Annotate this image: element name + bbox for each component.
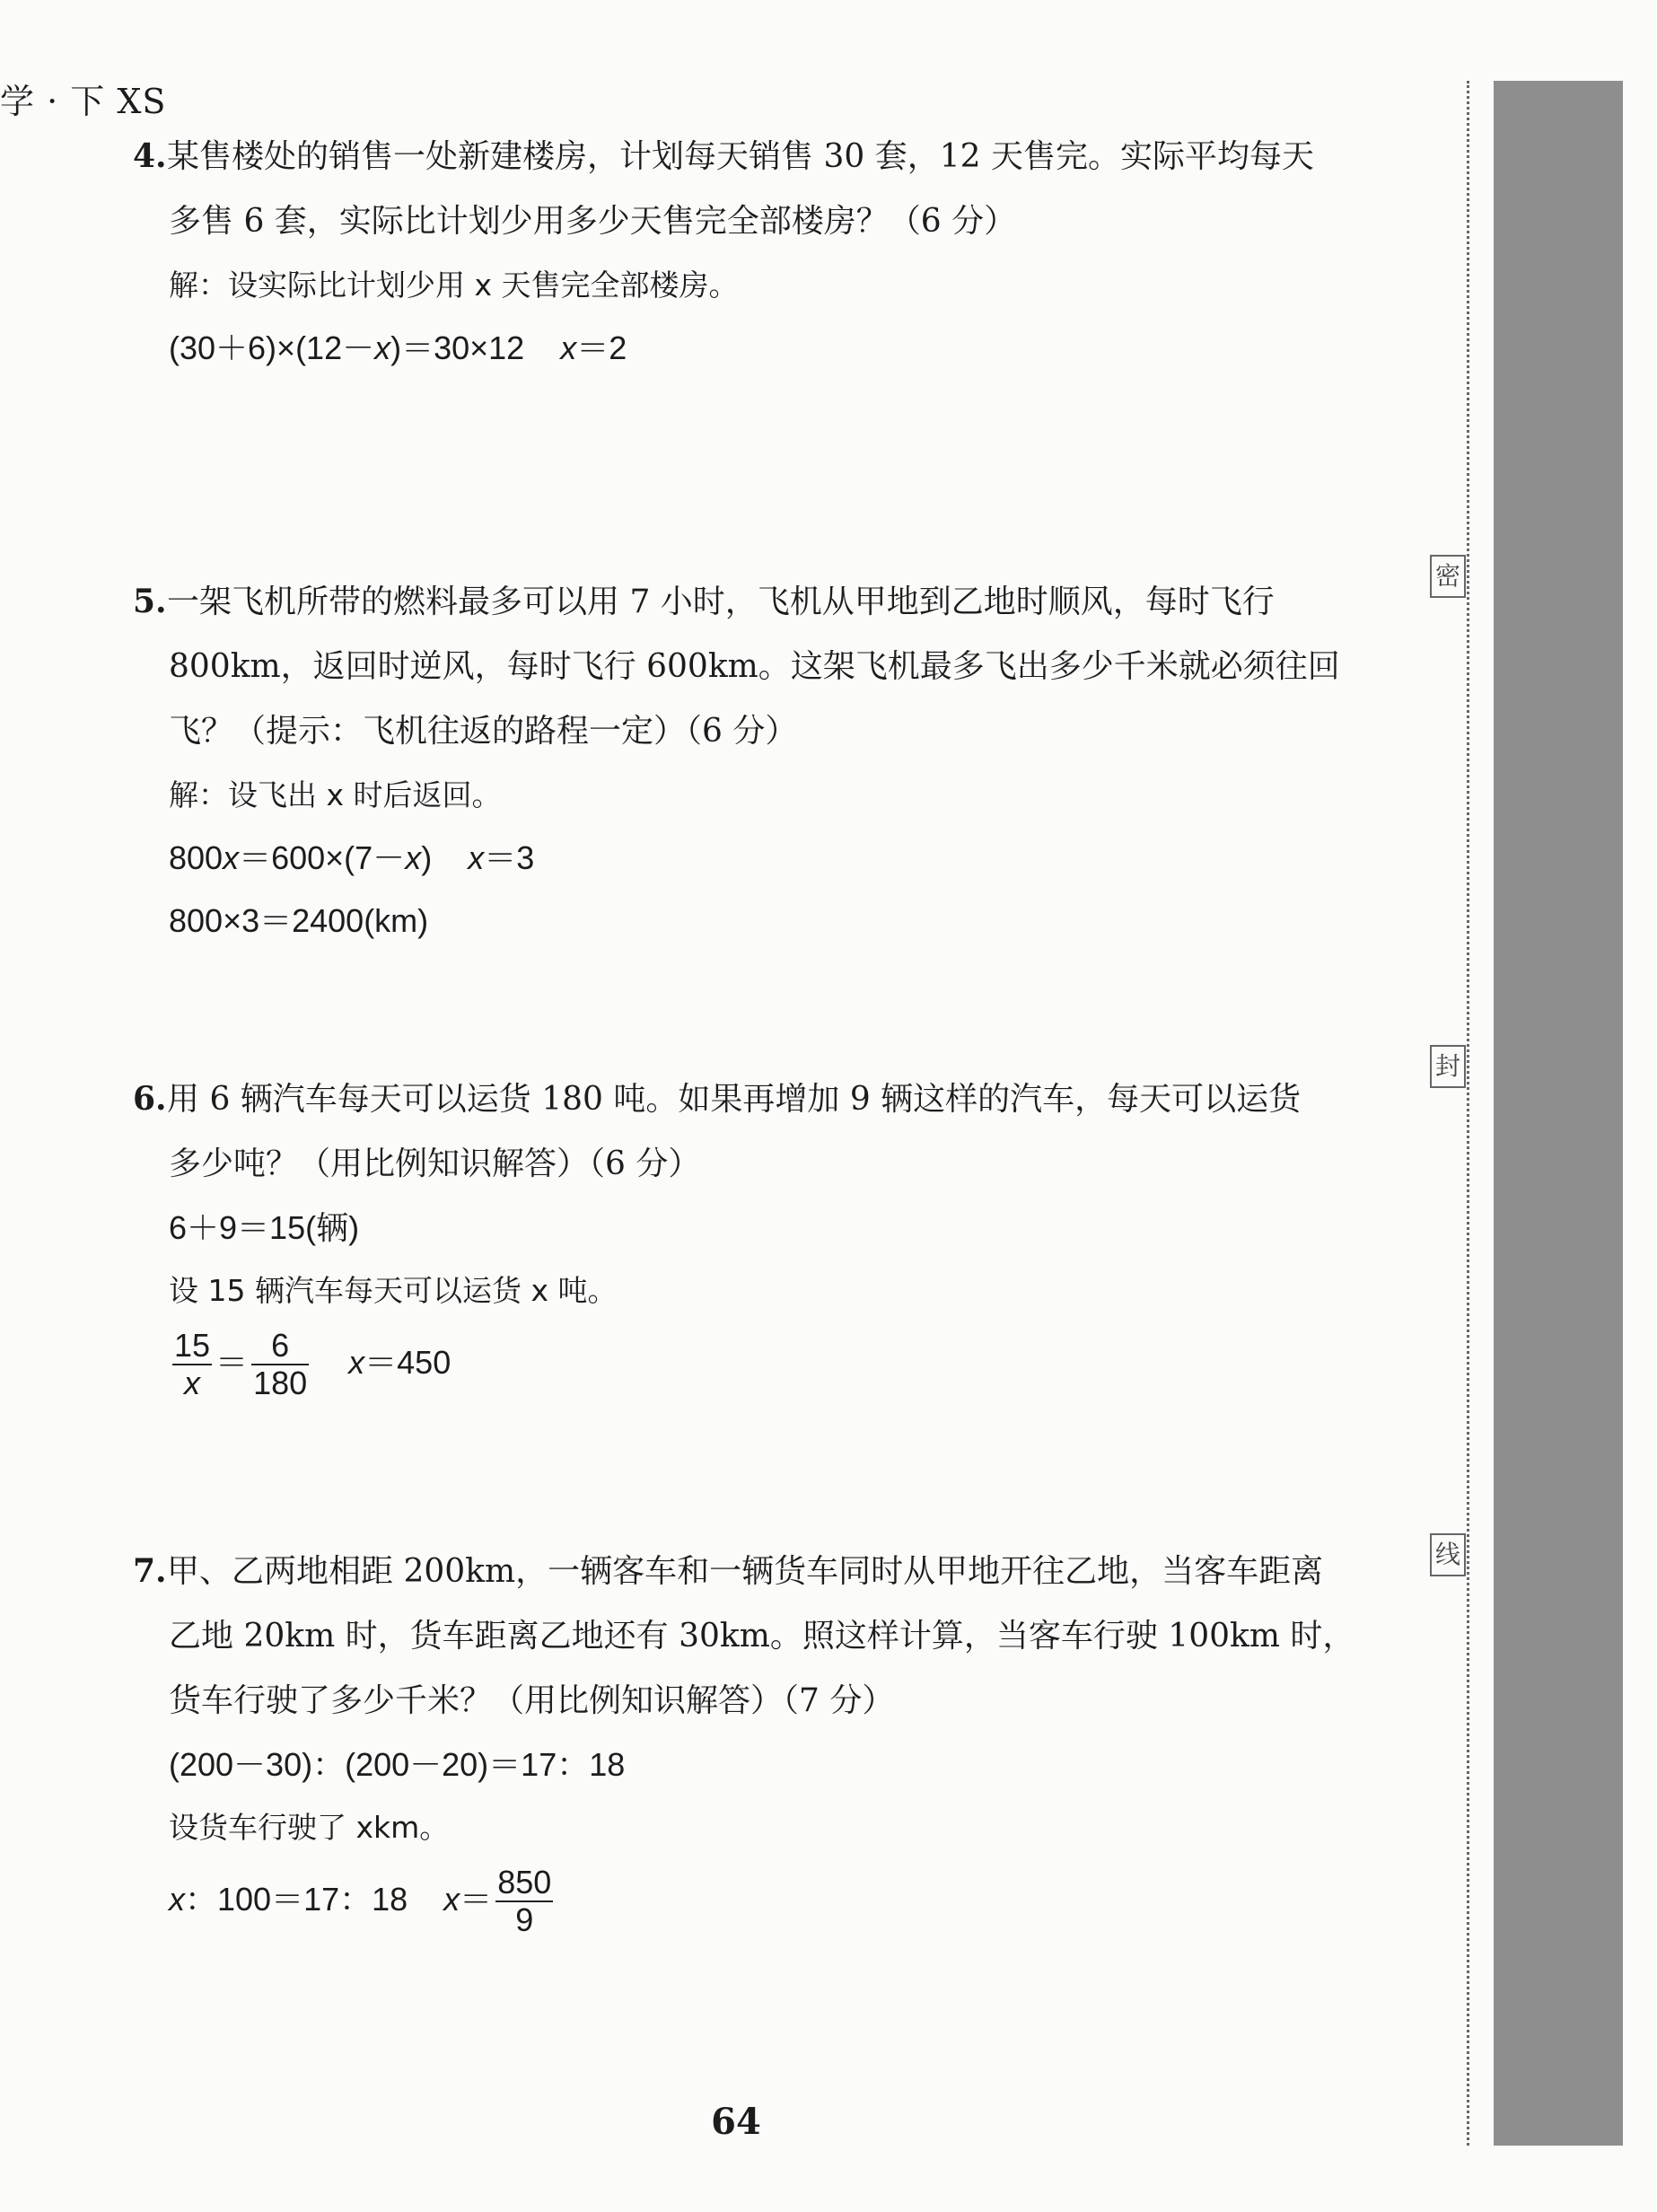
answer-line: 6＋9＝15(辆) (169, 1209, 360, 1246)
question-text: 货车行驶了多少千米？（用比例知识解答）（7 分） (169, 1682, 895, 1719)
question-text: 乙地 20km 时，货车距离乙地还有 30km。照这样计算，当客车行驶 100km 时， (169, 1618, 1355, 1655)
problem-4 (133, 124, 1425, 380)
fraction (495, 1865, 553, 1938)
variable-x: x (560, 329, 577, 366)
numerator: 850 (497, 1864, 552, 1901)
question-line (133, 1539, 1425, 1604)
problem-5 (133, 569, 1425, 952)
answer-proportion (133, 1859, 1425, 1940)
seal-char-feng: 封 (1430, 1045, 1466, 1088)
variable-x: x (443, 1881, 460, 1918)
question-line (133, 635, 1425, 699)
answer-line: (200－30)：(200－20)＝17：18 (169, 1746, 626, 1783)
variable-x: x (374, 329, 391, 366)
eq-part: 800 (169, 839, 224, 876)
variable-x: x (223, 839, 240, 876)
eq-part: ＝3 (484, 839, 535, 876)
problem-6 (133, 1066, 1425, 1403)
eq-part: ＝450 (364, 1344, 452, 1381)
answer-line: 800×3＝2400(km) (169, 902, 429, 939)
question-text: 甲、乙两地相距 200km，一辆客车和一辆货车同时从甲地开往乙地，当客车距离 (167, 1553, 1324, 1590)
problem-7 (133, 1539, 1425, 1940)
page-number: 64 (711, 2101, 761, 2143)
answer-equation (133, 317, 1425, 380)
answer-equation (133, 827, 1425, 890)
cut-line (1467, 81, 1469, 2146)
problem-number: 7. (133, 1552, 167, 1590)
answer-line: 设货车行驶了 xkm。 (169, 1810, 450, 1845)
denominator (172, 1365, 212, 1401)
binding-strip (1494, 81, 1623, 2146)
variable-x: x (405, 839, 422, 876)
seal-char-xian: 线 (1430, 1533, 1466, 1576)
numerator: 6 (251, 1328, 309, 1365)
question-text: 某售楼处的销售一处新建楼房，计划每天销售 30 套，12 天售完。实际平均每天 (167, 138, 1314, 175)
question-text: 用 6 辆汽车每天可以运货 180 吨。如果再增加 9 辆这样的汽车，每天可以运货 (167, 1081, 1302, 1118)
eq-part: ) (421, 839, 433, 876)
fraction (172, 1328, 212, 1401)
question-text: 多少吨？（用比例知识解答）（6 分） (169, 1146, 701, 1182)
question-text: 飞？（提示：飞机往返的路程一定）（6 分） (169, 713, 798, 750)
denominator: 180 (253, 1365, 308, 1402)
fraction (251, 1328, 309, 1401)
variable-x: x (169, 1881, 185, 1918)
eq-part: )＝30×12 (390, 329, 525, 366)
problem-number: 6. (133, 1080, 167, 1118)
answer-proportion (133, 1322, 1425, 1403)
seal-char-mi: 密 (1430, 555, 1466, 598)
eq-part: ：100＝17：18 (185, 1881, 408, 1918)
problem-number: 5. (133, 583, 167, 620)
answer-line: 解：设实际比计划少用 x 天售完全部楼房。 (169, 268, 739, 303)
question-line (133, 1132, 1425, 1197)
eq-part: ＝2 (576, 329, 627, 366)
question-text: 多售 6 套，实际比计划少用多少天售完全部楼房？（6 分） (169, 203, 1017, 240)
variable-x: x (348, 1344, 365, 1381)
question-line (133, 189, 1425, 254)
answer-line: 解：设飞出 x 时后返回。 (169, 777, 502, 812)
eq-part: (30＋6)×(12－ (169, 329, 375, 366)
answer-line: 设 15 辆汽车每天可以运货 x 吨。 (169, 1273, 618, 1308)
eq-part: ＝ (215, 1344, 249, 1381)
variable-x: x (468, 839, 485, 876)
question-line (133, 569, 1425, 635)
numerator: 15 (174, 1327, 211, 1365)
question-line (133, 1669, 1425, 1734)
question-line (133, 1604, 1425, 1669)
eq-part: ＝600×(7－ (239, 839, 406, 876)
variable-x: x (184, 1365, 201, 1402)
eq-part: ＝ (460, 1881, 493, 1918)
book-header: 学 · 下 XS (0, 82, 167, 121)
question-text: 800km，返回时逆风，每时飞行 600km。这架飞机最多飞出多少千米就必须往回 (169, 648, 1340, 685)
problem-number: 4. (133, 137, 167, 175)
question-line (133, 1066, 1425, 1132)
denominator: 9 (515, 1901, 534, 1939)
question-line (133, 699, 1425, 764)
question-text: 一架飞机所带的燃料最多可以用 7 小时，飞机从甲地到乙地时顺风，每时飞行 (167, 584, 1275, 620)
question-line (133, 124, 1425, 189)
